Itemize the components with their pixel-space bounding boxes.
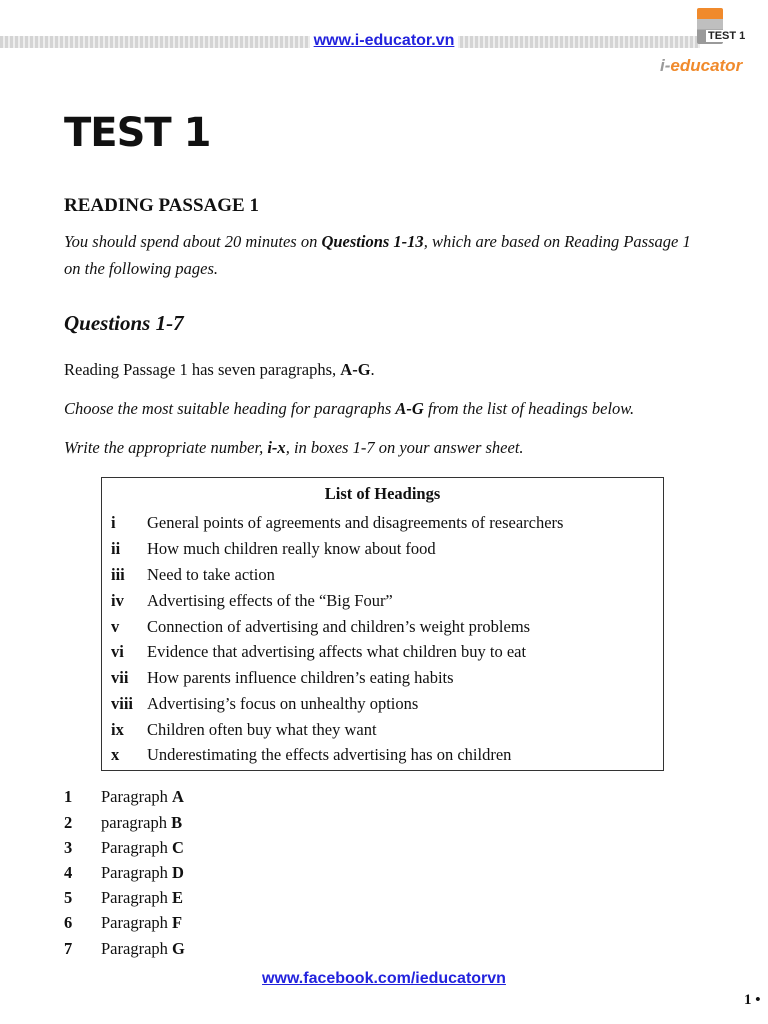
instruction-1: Reading Passage 1 has seven paragraphs, A-G. [64,360,375,379]
test-title: TEST 1 [64,110,211,156]
question-row: 4 Paragraph D [64,863,184,882]
heading-item: ix Children often buy what they want [111,720,377,739]
heading-item: vii How parents influence children’s eating habits [111,668,454,687]
heading-item: vi Evidence that advertising affects what children buy to eat [111,642,527,661]
heading-item: v Connection of advertising and children’s weight problems [111,617,531,636]
heading-item: iv Advertising effects of the “Big Four” [111,591,393,610]
instruction-2: Choose the most suitable heading for paragraphs A-G from the list of headings below. [64,399,635,418]
passage-title: READING PASSAGE 1 [64,195,259,216]
question-row: 1 Paragraph A [64,787,184,806]
question-row: 5 Paragraph E [64,888,184,907]
brand-logo: i-educator [660,56,743,75]
question-row: 3 Paragraph C [64,838,184,857]
heading-item: x Underestimating the effects advertising has on children [111,745,512,764]
footer-link[interactable]: www.facebook.com/ieducatorvn [262,970,506,987]
heading-item: ii How much children really know about food [111,539,436,558]
logo-label: TEST 1 [708,30,746,42]
questions-heading: Questions 1-7 [64,311,184,335]
heading-item: viii Advertising’s focus on unhealthy options [111,694,419,713]
header-link[interactable]: www.i-educator.vn [0,32,768,50]
intro-text: You should spend about 20 minutes on Questions 1-13, which are based on Reading Passage 1 on the following pages. [64,232,691,278]
headings-list-title: List of Headings [324,484,441,503]
question-row: 2 paragraph B [64,813,183,832]
headings-list-box [101,477,664,771]
question-row: 7 Paragraph G [64,939,185,958]
question-row: 6 Paragraph F [64,913,183,932]
heading-item: i General points of agreements and disagreements of researchers [111,513,564,532]
instruction-3: Write the appropriate number, i-x, in boxes 1-7 on your answer sheet. [64,438,524,457]
page-number: 1 • [744,992,761,1008]
heading-item: iii Need to take action [111,565,275,584]
